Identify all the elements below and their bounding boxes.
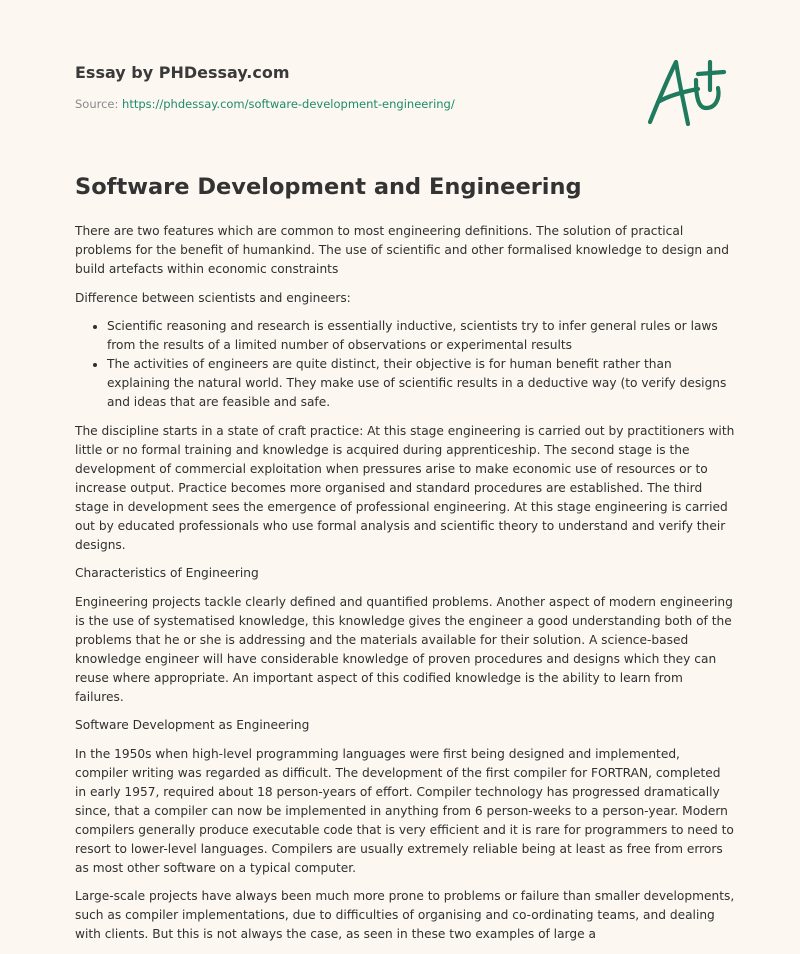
paragraph: Difference between scientists and engineers: — [75, 290, 351, 305]
section-heading: Software Development as Engineering — [75, 718, 310, 732]
list-item: • The activities of engineers are quite distinct, their objective is for human benefit rather than explaining the natural world. They make use of scientific results in a deductive way (to verify designs and ideas that are feasible and safe. — [107, 355, 735, 412]
a-plus-logo-icon — [644, 52, 728, 128]
paragraph: The discipline starts in a state of craft practice: At this stage engineering is carried out by practitioners with little or no formal training and knowledge is acquired during apprenticeship. The second stage is the development of commercial exploitation when pressures arise to make economic use of resources or to increase output. Practice becomes more organised and standard procedures are established. The third stage in development sees the emergence of professional engineering. At this stage engineering is carried out by educated professionals who use formal analysis and scientific theory to understand and verify their designs. — [75, 423, 735, 552]
article-title: Software Development and Engineering — [75, 174, 582, 200]
paragraph: In the 1950s when high-level programming languages were first being designed and implemented, compiler writing was regarded as difficult. The development of the first compiler for FORTRAN, completed in early 1957, required about 18 person-years of effort. Compiler technology has progressed dramatically since, that a compiler can now be implemented in anything from 6 person-weeks to a person-year. Modern compilers generally produce executable code that is very efficient and it is rare for programmers to need to resort to lower-level languages. Compilers are usually extremely reliable being at least as free from errors as most other software on a typical computer. — [75, 746, 734, 875]
section-heading: Characteristics of Engineering — [75, 566, 259, 580]
brand-title: Essay by PHDessay.com — [75, 63, 290, 82]
source-line — [75, 97, 455, 111]
article-body — [75, 222, 735, 954]
source-link[interactable]: https://phdessay.com/software-development-engineering/ — [122, 97, 455, 111]
paragraph: Engineering projects tackle clearly defined and quantified problems. Another aspect of modern engineering is the use of systematised knowledge, this knowledge gives the engineer a good understanding both of the problems that he or she is addressing and the materials available for their solution. A science-based knowledge engineer will have considerable knowledge of proven procedures and designs which they can reuse where appropriate. An important aspect of this codified knowledge is the ability to learn from failures. — [75, 594, 733, 704]
paragraph: Large-scale projects have always been much more prone to problems or failure than smaller developments, such as compiler implementations, due to difficulties of organising and co-ordinating teams, and dealing with clients. But this is not always the case, as seen in these two examples of large a — [75, 889, 735, 941]
bullet-list — [75, 317, 735, 412]
source-label: Source: — [75, 97, 123, 111]
list-item: • Scientific reasoning and research is essentially inductive, scientists try to infer general rules or laws from the results of a limited number of observations or experimental results — [107, 317, 735, 355]
paragraph: There are two features which are common to most engineering definitions. The solution of practical problems for the benefit of humankind. The use of scientific and other formalised knowledge to design and build artefacts within economic constraints — [75, 224, 729, 276]
